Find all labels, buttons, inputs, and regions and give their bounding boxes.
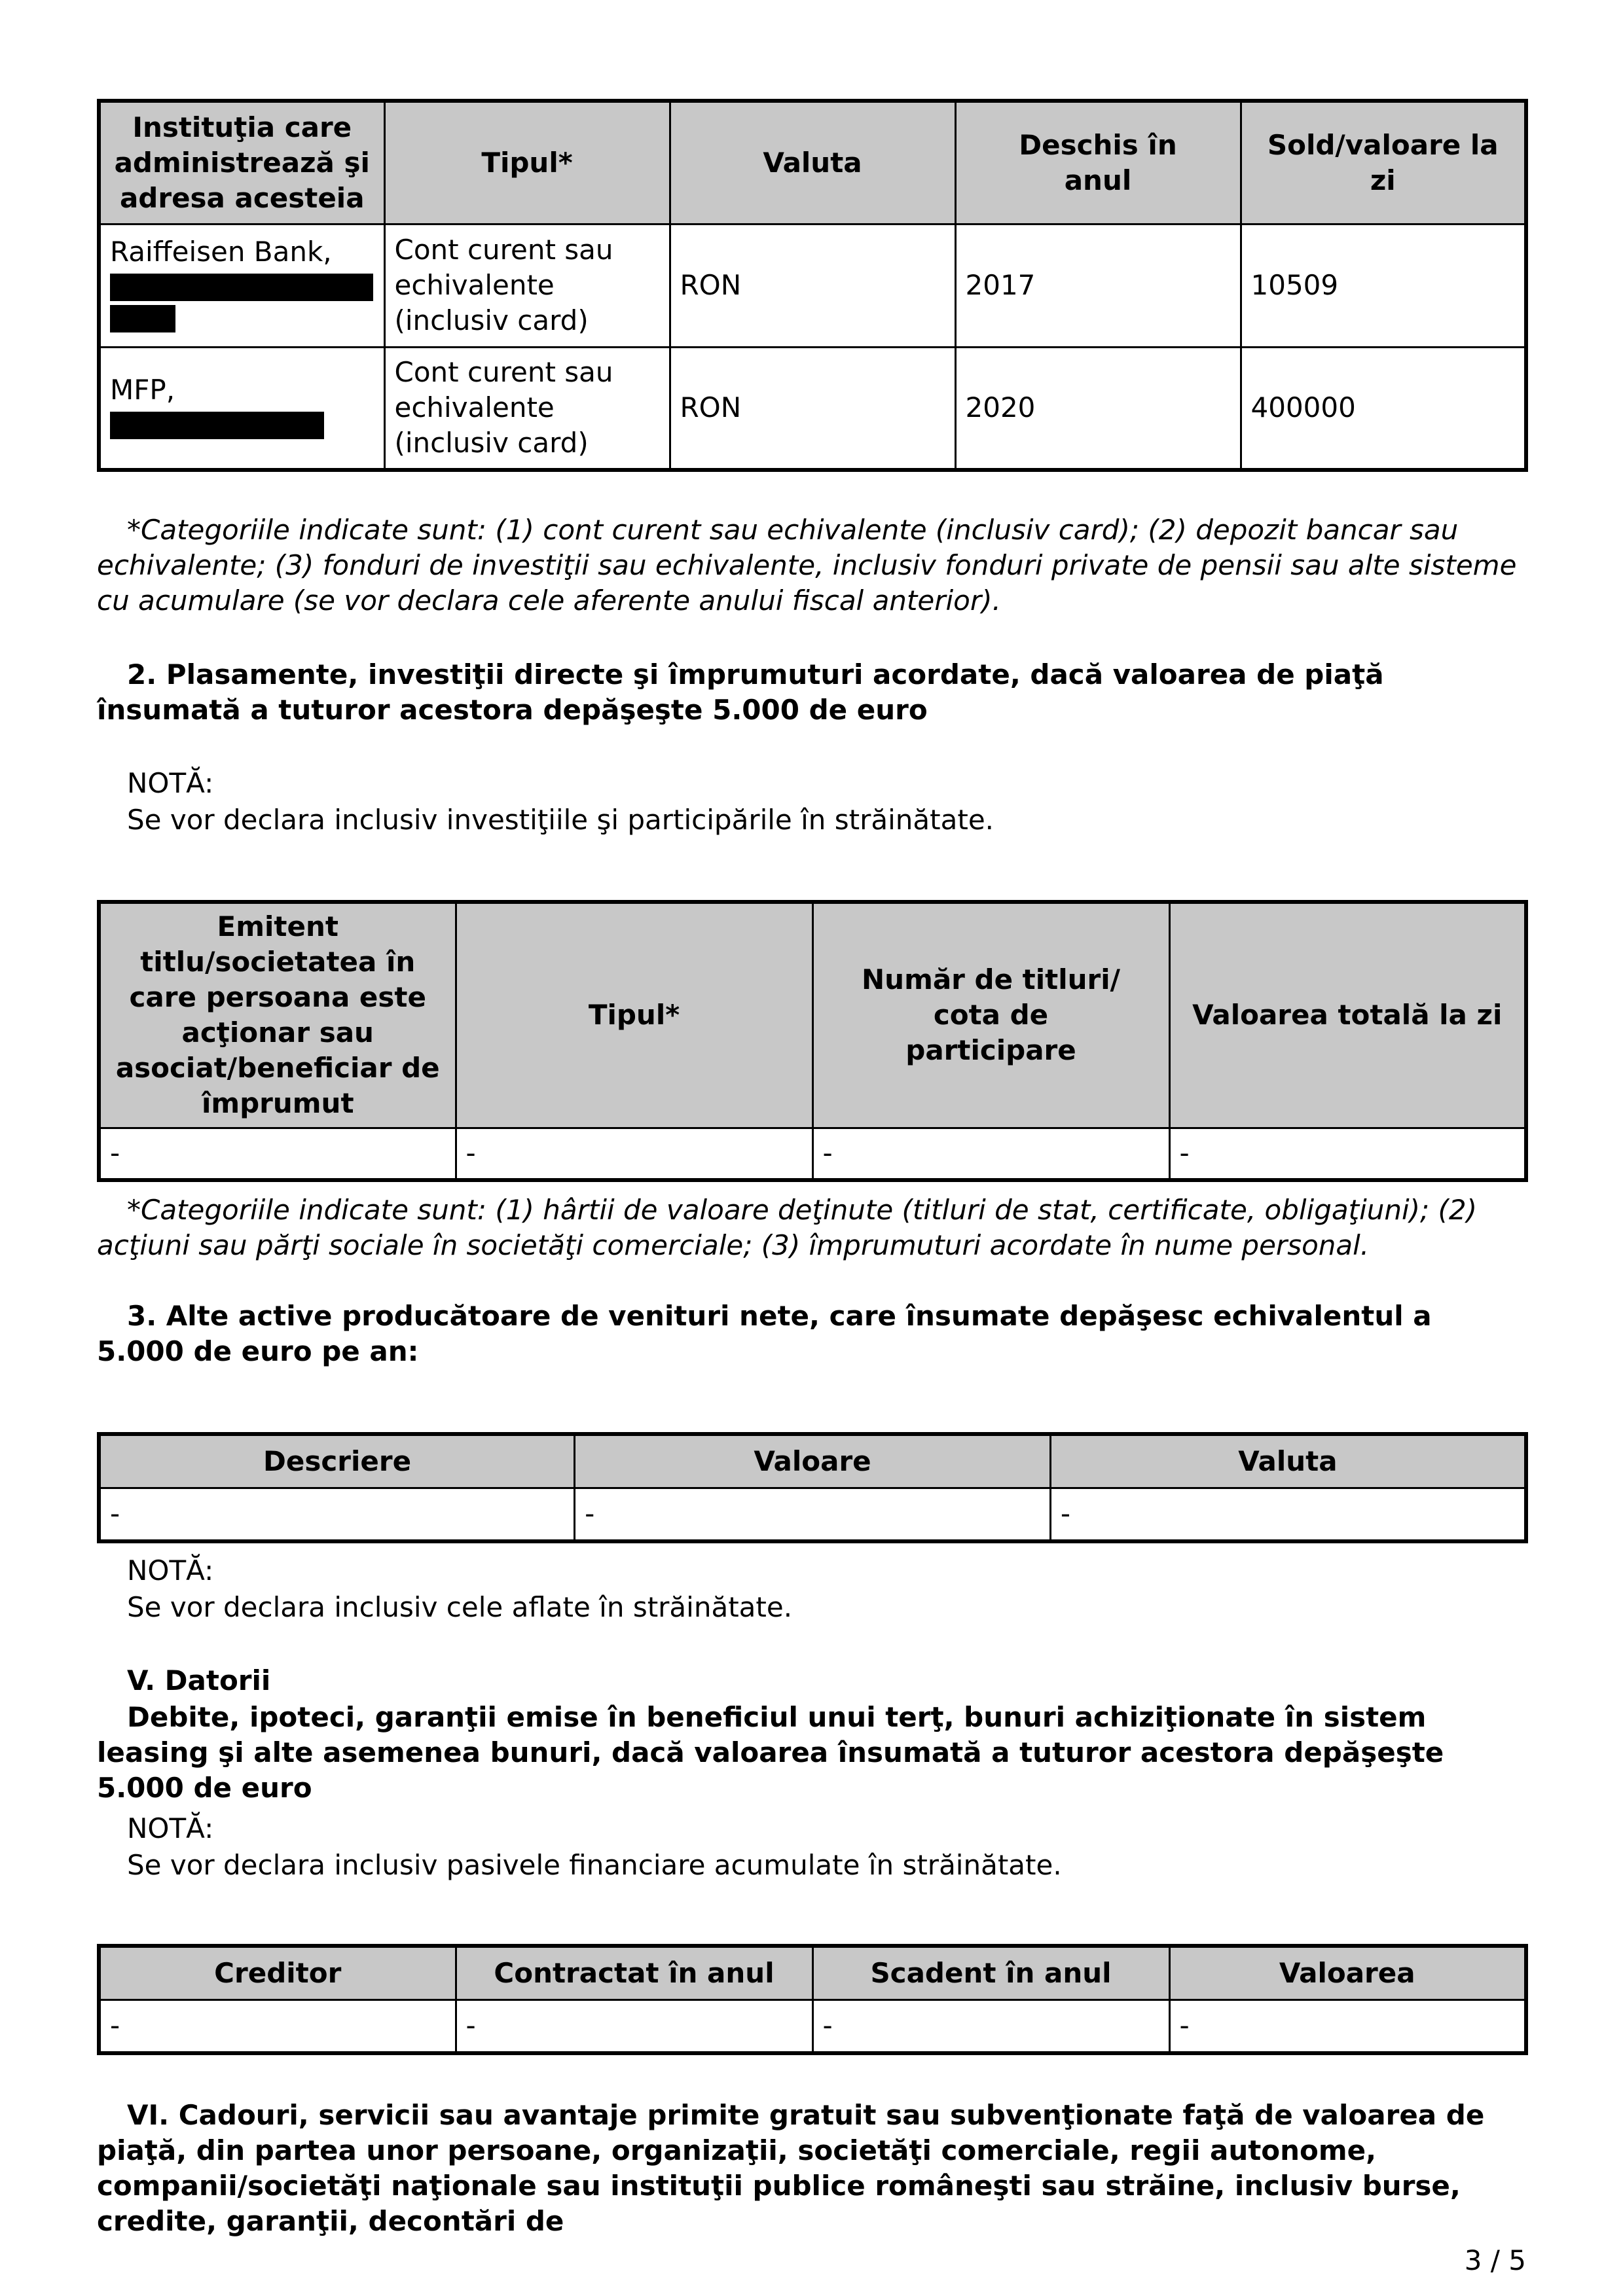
header-due-year: Scadent în anul xyxy=(812,1946,1169,2000)
header-issuer: Emitent titlu/societatea în care persoana este acţionar sau asociat/beneficiar de împrumut xyxy=(99,902,456,1128)
redacted-address xyxy=(110,305,175,332)
header-type: Tipul* xyxy=(384,101,670,224)
table-row xyxy=(99,347,1526,470)
institution-cell xyxy=(99,224,384,347)
investments-header-row xyxy=(99,902,1526,1128)
table-cell: - xyxy=(1050,1488,1526,1541)
header-type: Tipul* xyxy=(456,902,812,1128)
header-total-value: Valoarea totală la zi xyxy=(1169,902,1526,1128)
accounts-header-row xyxy=(99,101,1526,224)
redacted-address xyxy=(110,412,324,439)
header-amount: Valoarea xyxy=(1169,1946,1526,2000)
balance-cell: 10509 xyxy=(1241,224,1526,347)
header-opened-year: Deschis în anul xyxy=(955,101,1241,224)
accounts-table xyxy=(97,99,1528,472)
table-cell: - xyxy=(99,2000,456,2053)
year-cell: 2017 xyxy=(955,224,1241,347)
table-cell: - xyxy=(456,1128,812,1180)
table-cell: - xyxy=(99,1488,575,1541)
header-balance: Sold/valoare la zi xyxy=(1241,101,1526,224)
header-value: Valoare xyxy=(575,1434,1051,1488)
note-label: NOTĂ: xyxy=(127,1812,214,1844)
debts-header-row xyxy=(99,1946,1526,2000)
header-creditor: Creditor xyxy=(99,1946,456,2000)
footnote-categories-1: *Categoriile indicate sunt: (1) cont curent sau echivalente (inclusiv card); (2) depozit bancar sau echivalente; (3) fonduri de investiţii sau echivalente, inclusiv fonduri private de pensii sau alte sisteme cu acumulare (se vor declara cele aferente anului fiscal anterior). xyxy=(97,514,1517,617)
section-3-heading: 3. Alte active producătoare de venituri nete, care însumate depăşesc echivalentul a 5.000 de euro pe an: xyxy=(97,1300,1432,1367)
table-cell: - xyxy=(456,2000,812,2053)
table-cell: - xyxy=(99,1128,456,1180)
institution-name: Raiffeisen Bank, xyxy=(110,236,332,268)
section-6-heading: VI. Cadouri, servicii sau avantaje primite gratuit sau subvenţionate faţă de valoarea de piaţă, din partea unor persoane, organizaţii, societăţi comerciale, regii autonome, companii/societăţi naţionale sau instituţii publice româneşti sau străine, inclusiv burse, credite, garanţii, decontări de xyxy=(97,2099,1485,2237)
table-row xyxy=(99,1128,1526,1180)
currency-cell: RON xyxy=(670,224,955,347)
debts-table xyxy=(97,1944,1528,2055)
other-assets-header-row xyxy=(99,1434,1526,1488)
type-cell: Cont curent sau echivalente (inclusiv card) xyxy=(384,347,670,470)
redacted-address xyxy=(110,274,373,301)
page-number: 3 / 5 xyxy=(1464,2244,1526,2276)
note-text: Se vor declara inclusiv pasivele financiare acumulate în străinătate. xyxy=(127,1849,1062,1881)
type-cell: Cont curent sau echivalente (inclusiv card) xyxy=(384,224,670,347)
other-assets-table xyxy=(97,1432,1528,1543)
table-cell: - xyxy=(1169,1128,1526,1180)
table-row xyxy=(99,2000,1526,2053)
institution-cell xyxy=(99,347,384,470)
balance-cell: 400000 xyxy=(1241,347,1526,470)
table-cell: - xyxy=(812,2000,1169,2053)
currency-cell: RON xyxy=(670,347,955,470)
note-text: Se vor declara inclusiv investiţiile şi participările în străinătate. xyxy=(127,804,994,836)
table-cell: - xyxy=(575,1488,1051,1541)
table-row xyxy=(99,224,1526,347)
header-institution: Instituţia care administrează şi adresa acesteia xyxy=(99,101,384,224)
institution-name: MFP, xyxy=(110,374,175,406)
section-5-heading: Debite, ipoteci, garanţii emise în beneficiul unui terţ, bunuri achiziţionate în sistem leasing şi alte asemenea bunuri, dacă valoarea însumată a tuturor acestora depăşeşte 5.000 de euro xyxy=(97,1701,1444,1804)
section-5-title: V. Datorii xyxy=(127,1664,271,1696)
investments-table xyxy=(97,900,1528,1182)
header-shares: Număr de titluri/ cota de participare xyxy=(812,902,1169,1128)
footnote-categories-2: *Categoriile indicate sunt: (1) hârtii de valoare deţinute (titluri de stat, certificate, obligaţiuni); (2) acţiuni sau părţi sociale în societăţi comerciale; (3) împrumuturi acordate în nume personal. xyxy=(97,1194,1478,1261)
table-row xyxy=(99,1488,1526,1541)
table-cell: - xyxy=(812,1128,1169,1180)
note-label: NOTĂ: xyxy=(127,767,214,799)
year-cell: 2020 xyxy=(955,347,1241,470)
header-currency: Valuta xyxy=(1050,1434,1526,1488)
note-label: NOTĂ: xyxy=(127,1554,214,1587)
section-2-heading: 2. Plasamente, investiţii directe şi împrumuturi acordate, dacă valoarea de piaţă însumată a tuturor acestora depăşeşte 5.000 de euro xyxy=(97,658,1384,726)
header-description: Descriere xyxy=(99,1434,575,1488)
header-currency: Valuta xyxy=(670,101,955,224)
header-contracted-year: Contractat în anul xyxy=(456,1946,812,2000)
table-cell: - xyxy=(1169,2000,1526,2053)
note-text: Se vor declara inclusiv cele aflate în străinătate. xyxy=(127,1591,793,1623)
